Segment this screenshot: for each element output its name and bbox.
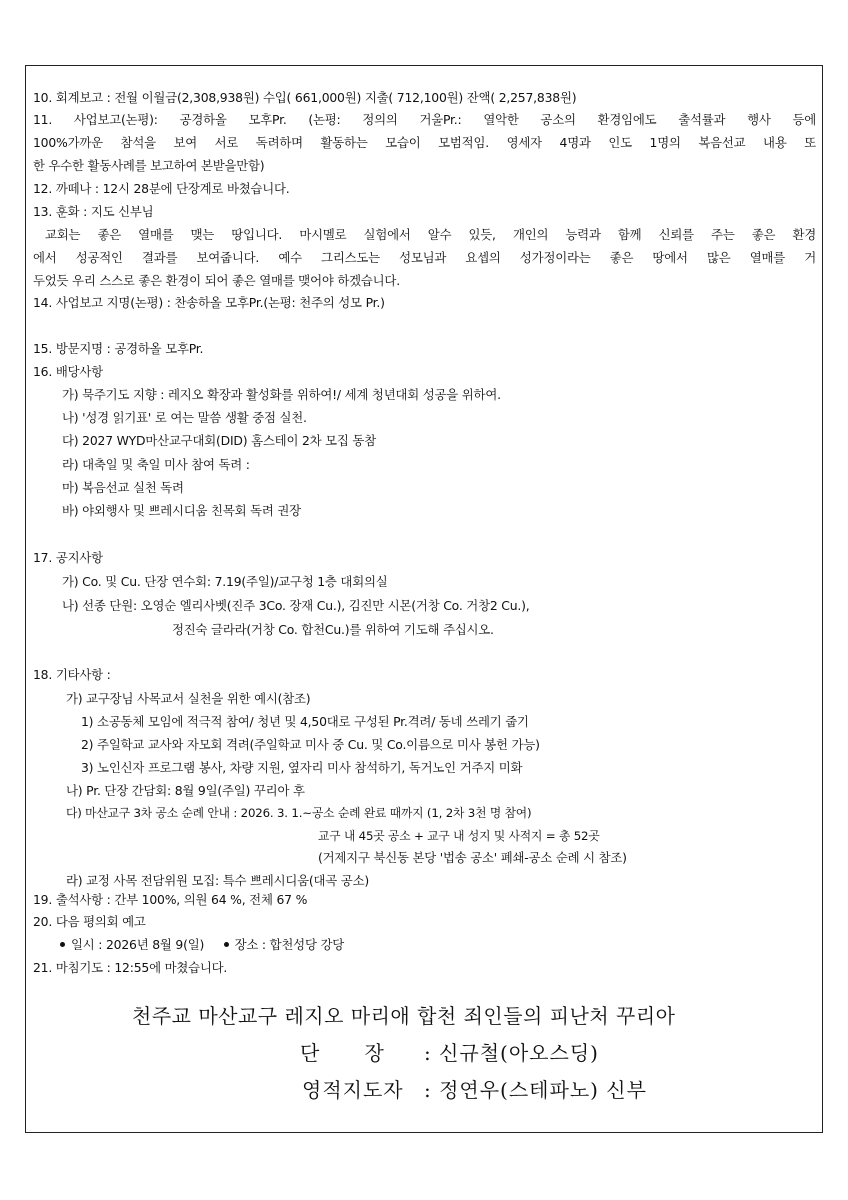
item-16-b: 나) '성경 읽기표' 로 여는 말씀 생활 중점 실천.	[62, 410, 307, 425]
item-16-f: 바) 야외행사 및 쁘레시디움 친목회 독려 권장	[62, 503, 301, 518]
item-18-a-3: 3) 노인신자 프로그램 봉사, 차량 지원, 옆자리 미사 참석하기, 독거노인 거주지 미화	[81, 760, 523, 775]
item-16-heading: 16. 배당사항	[33, 364, 103, 379]
item-18-b: 나) Pr. 단장 간담회: 8월 9일(주일) 꾸리아 후	[66, 783, 305, 798]
item-18-d: 라) 교정 사목 전담위원 모집: 특수 쁘레시디움(대곡 공소)	[66, 873, 369, 888]
footer-leader-name: : 신규철(아오스딩)	[424, 1041, 599, 1065]
item-13-homily-line2: 에서 성공적인 결과를 보여줍니다. 예수 그리스도는 성모님과 요셉의 성가정이라는 좋은 땅에서 많은 열매를 거	[33, 250, 816, 265]
item-13-homily-line3: 두었듯 우리 스스로 좋은 환경이 되어 좋은 열매를 맺어야 하겠습니다.	[33, 273, 400, 288]
item-18-a-2: 2) 주일학교 교사와 자모회 격려(주일학교 미사 중 Cu. 및 Co.이름으로 미사 봉헌 가능)	[81, 737, 540, 752]
item-20-details	[60, 935, 344, 955]
item-15-visit: 15. 방문지명 : 공경하올 모후Pr.	[33, 341, 204, 356]
item-13-homily-line1: 교회는 좋은 열매를 맺는 땅입니다. 마시멜로 실험에서 알수 있듯, 개인의 능력과 함께 신뢰를 주는 좋은 환경	[45, 227, 816, 242]
item-20-heading: 20. 다음 평의회 예고	[33, 914, 146, 929]
item-20-date: 일시 : 2026년 8월 9(일)	[71, 937, 205, 952]
item-17-b-cont: 정진숙 글라라(거창 Co. 합천Cu.)를 위하여 기도해 주십시오.	[172, 622, 494, 637]
item-11-report-line3: 한 우수한 활동사례를 보고하여 본받을만함)	[33, 158, 265, 173]
item-18-a-1: 1) 소공동체 모임에 적극적 참여/ 청년 및 4,50대로 구성된 Pr.격려/ 동네 쓰레기 줍기	[81, 714, 529, 729]
item-16-a: 가) 묵주기도 지향 : 레지오 확장과 활성화를 위하여!/ 세계 청년대회 성공을 위하여.	[62, 387, 501, 402]
item-18-c-note: (거제지구 북신동 본당 '법송 공소' 폐쇄-공소 순례 시 참조)	[318, 850, 627, 865]
bullet-icon	[60, 942, 65, 947]
item-11-report-line2: 100%가까운 참석을 보여 서로 독려하며 활동하는 모습이 모범적임. 영세자 4명과 인도 1명의 복음선교 내용 또	[33, 135, 816, 150]
item-14-report-next: 14. 사업보고 지명(논평) : 찬송하올 모후Pr.(논평: 천주의 성모 Pr.)	[33, 295, 385, 310]
item-17-heading: 17. 공지사항	[33, 550, 103, 565]
item-13-homily-heading: 13. 훈화 : 지도 신부님	[33, 204, 154, 219]
item-11-report-line1: 11. 사업보고(논평): 공경하올 모후Pr. (논평: 정의의 거울Pr.: 열악한 공소의 환경임에도 출석률과 행사 등에	[33, 112, 816, 127]
bullet-icon	[224, 942, 229, 947]
item-18-c: 다) 마산교구 3차 공소 순례 안내 : 2026. 3. 1.~공소 순례 완료 때까지 (1, 2차 3천 명 참여)	[66, 806, 532, 820]
item-12-catena: 12. 까떼나 : 12시 28분에 단장계로 바쳤습니다.	[33, 181, 290, 196]
item-18-heading: 18. 기타사항 :	[33, 667, 111, 682]
item-16-e: 마) 복음선교 실천 독려	[62, 480, 184, 495]
footer-director-name: : 정연우(스테파노) 신부	[424, 1078, 647, 1102]
item-19-attendance: 19. 출석사항 : 간부 100%, 의원 64 %, 전체 67 %	[33, 892, 308, 907]
item-10-accounting: 10. 회계보고 : 전월 이월금(2,308,938원) 수입( 661,000원) 지출( 712,100원) 잔액( 2,257,838원)	[33, 90, 577, 105]
footer-title: 천주교 마산교구 레지오 마리애 합천 죄인들의 피난처 꾸리아	[132, 1004, 676, 1028]
item-16-d: 라) 대축일 및 축일 미사 참여 독려 :	[62, 457, 250, 472]
item-18-a: 가) 교구장님 사목교서 실천을 위한 예시(참조)	[66, 691, 311, 706]
item-17-b: 나) 선종 단원: 오영순 엘리사벳(진주 3Co. 장재 Cu.), 김진만 시몬(거창 Co. 거창2 Cu.),	[62, 598, 530, 613]
item-20-place: 장소 : 합천성당 강당	[234, 937, 345, 952]
item-16-c: 다) 2027 WYD마산교구대회(DID) 홈스테이 2차 모집 동참	[62, 433, 376, 448]
footer-director-role: 영적지도자	[302, 1078, 404, 1102]
item-18-c-detail: 교구 내 45곳 공소 + 교구 내 성지 및 사적지 = 총 52곳	[318, 829, 600, 843]
item-21-closing: 21. 마침기도 : 12:55에 마쳤습니다.	[33, 960, 228, 975]
item-17-a: 가) Co. 및 Cu. 단장 연수회: 7.19(주일)/교구청 1층 대회의실	[62, 574, 388, 589]
footer-leader-role: 단 장	[300, 1041, 385, 1065]
